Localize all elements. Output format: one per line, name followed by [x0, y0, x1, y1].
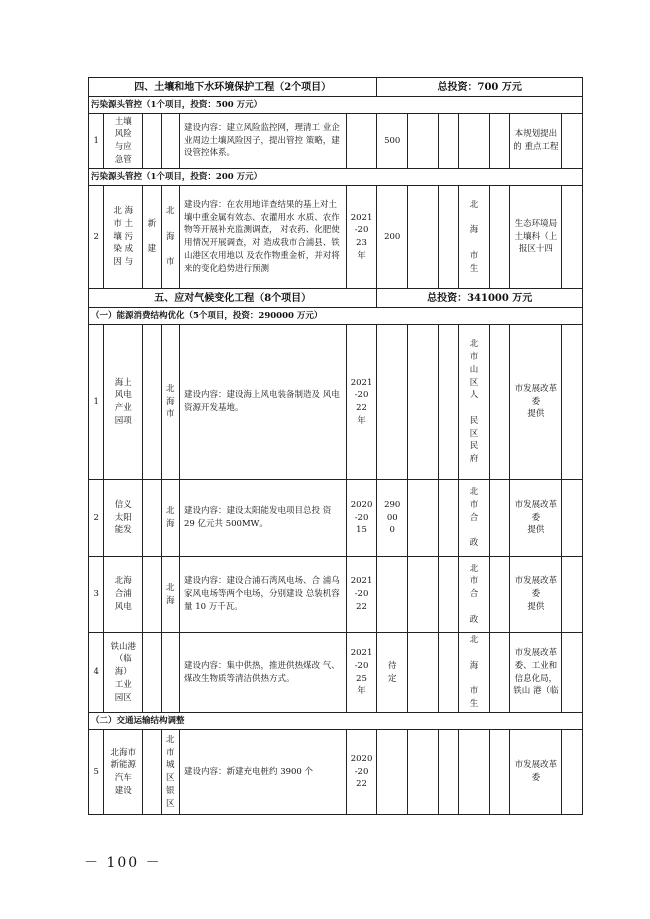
project-location: 北 海 市: [161, 325, 179, 480]
responsible-unit: 北 市 山 区 人 民 区 民 府: [459, 325, 490, 480]
project-description: [180, 186, 347, 289]
row-number: 5: [89, 730, 104, 815]
project-description: 建设内容：建立风险监控网，理清工 业企业周边土壤风险因子，提出管控 策略，建设管控体系。: [180, 114, 347, 169]
section-title: 四、土壤和地下水环境保护工程（2个项目）: [89, 78, 377, 97]
project-period: 2021 -20 22 年: [346, 325, 377, 480]
responsible-unit: 北 市 合 政: [459, 480, 490, 557]
empty-cell: [562, 633, 583, 713]
project-investment: 290 00 0: [377, 480, 408, 557]
project-period: 2020 -20 15: [346, 480, 377, 557]
empty-cell: [489, 557, 509, 633]
row-number: 3: [89, 557, 104, 633]
project-name: 土壤 风险 与应 急管: [104, 114, 143, 169]
project-location: 北 市 城 区 银 区: [161, 730, 179, 815]
section-total-investment: 总投资：700 万元: [377, 78, 583, 97]
empty-cell: [438, 325, 458, 480]
empty-cell: [562, 114, 583, 169]
subheader-row: [89, 97, 583, 114]
project-note: 本规划提出的 重点工程: [510, 114, 562, 169]
section-total-investment: 总投资：341000 万元: [377, 289, 583, 308]
empty-cell: [489, 633, 509, 713]
project-period: 2021 -20 25 年: [346, 633, 377, 713]
project-location: 北 海: [161, 480, 179, 557]
empty-cell: [438, 730, 458, 815]
project-location: [161, 633, 179, 713]
empty-cell: [438, 480, 458, 557]
responsible-unit: 北 海 市 生: [459, 186, 490, 289]
project-type: [143, 633, 161, 713]
project-location: 北 海: [161, 557, 179, 633]
empty-cell: [489, 114, 509, 169]
project-type: [143, 557, 161, 633]
project-note: 市发展改革委 提供: [510, 557, 562, 633]
subheader-transport-structure: （二）交通运输结构调整: [89, 713, 583, 730]
section-header-soil: [89, 78, 583, 97]
project-type: [143, 730, 161, 815]
project-investment: [377, 730, 408, 815]
empty-cell: [408, 325, 439, 480]
empty-cell: [408, 633, 439, 713]
project-name: 北 海 市 土 壤 污 染 成 因 与: [104, 186, 143, 289]
project-investment: 待 定: [377, 633, 408, 713]
project-period: 2020 -20 22: [346, 730, 377, 815]
subheader-pollution-control: 污染源头管控（1个项目，投资：500 万元）: [89, 97, 583, 114]
project-note: 市发展改革委: [510, 730, 562, 815]
empty-cell: [438, 114, 458, 169]
project-description: 建设内容：建设合浦石湾风电场、合 浦乌家风电场等两个电场，分别建设 总装机容量 10 万千瓦。: [180, 557, 347, 633]
project-investment: 200: [377, 186, 408, 289]
description-clip: 建设内容：在农用地详查结果的基上对土壤中重金属有效态、农灌用水 水质、农作物等开展补充监测调查， 对农药、化肥使用情况开展调查，对 造成我市合浦县、铁山港区农用地以 及农作物重金析，并对将来的变化趋势进行预测: [184, 199, 340, 274]
empty-cell: [438, 633, 458, 713]
project-investment: [377, 557, 408, 633]
empty-cell: [408, 480, 439, 557]
empty-cell: [562, 186, 583, 289]
responsible-unit: [459, 730, 490, 815]
empty-cell: [438, 186, 458, 289]
project-location: [161, 114, 179, 169]
project-type: [143, 480, 161, 557]
project-note: 生态环境局土壤科（上报区十四: [510, 186, 562, 289]
table-row: [89, 114, 583, 169]
empty-cell: [489, 186, 509, 289]
responsible-unit: 北 市 合 政: [459, 557, 490, 633]
project-note: 市发展改革委 提供: [510, 480, 562, 557]
project-name: 信义 太阳 能发: [104, 480, 143, 557]
table-row: [89, 730, 583, 815]
table-row: [89, 633, 583, 713]
row-number: 4: [89, 633, 104, 713]
project-type: [143, 114, 161, 169]
subheader-pollution-control: 污染源头管控（1个项目，投资：200 万元）: [89, 169, 583, 186]
page-number: － 100 －: [84, 855, 162, 871]
section-title: 五、应对气候变化工程（8个项目）: [89, 289, 377, 308]
subheader-energy-structure: （一）能源消费结构优化（5个项目，投资：290000 万元）: [89, 308, 583, 325]
project-description: 建设内容：建设太阳能发电项目总投 资 29 亿元共 500MW。: [180, 480, 347, 557]
project-name: 海上 风电 产业 园项: [104, 325, 143, 480]
empty-cell: [408, 114, 439, 169]
empty-cell: [408, 730, 439, 815]
project-name: 北海 合浦 风电: [104, 557, 143, 633]
subheader-row: [89, 308, 583, 325]
project-period: [346, 114, 377, 169]
subheader-row: [89, 713, 583, 730]
empty-cell: [562, 730, 583, 815]
project-location: 北 海 市: [161, 186, 179, 289]
empty-cell: [438, 557, 458, 633]
responsible-unit: [459, 114, 490, 169]
project-period: 2021 -20 23 年: [346, 186, 377, 289]
section-header-climate: [89, 289, 583, 308]
empty-cell: [408, 186, 439, 289]
table-row: [89, 186, 583, 289]
project-investment: [377, 325, 408, 480]
empty-cell: [562, 557, 583, 633]
project-note: 市发展改革委 提供: [510, 325, 562, 480]
table-row: [89, 557, 583, 633]
empty-cell: [489, 730, 509, 815]
project-name: 北海市 新能源 汽车 建设: [104, 730, 143, 815]
project-period: 2021 -20 22: [346, 557, 377, 633]
empty-cell: [489, 325, 509, 480]
empty-cell: [408, 557, 439, 633]
project-name: 铁山港 （临 海） 工业 园区: [104, 633, 143, 713]
project-note: 市发展改革委、工业和信息化局，铁山 港（临: [510, 633, 562, 713]
table-row: [89, 480, 583, 557]
table-row: [89, 325, 583, 480]
subheader-row: [89, 169, 583, 186]
row-number: 2: [89, 186, 104, 289]
project-type: 新 建: [143, 186, 161, 289]
project-description: 建设内容：建设海上风电装备制造及 风电资源开发基地。: [180, 325, 347, 480]
project-description: 建设内容：集中供热，推进供热煤改 气、煤改生物质等清洁供热方式。: [180, 633, 347, 713]
row-number: 2: [89, 480, 104, 557]
project-type: [143, 325, 161, 480]
project-investment: 500: [377, 114, 408, 169]
empty-cell: [562, 480, 583, 557]
empty-cell: [562, 325, 583, 480]
project-table: [88, 77, 583, 815]
project-description: 建设内容：新建充电桩约 3900 个: [180, 730, 347, 815]
responsible-unit: 北 海 市 生: [459, 633, 490, 713]
row-number: 1: [89, 114, 104, 169]
empty-cell: [489, 480, 509, 557]
row-number: 1: [89, 325, 104, 480]
